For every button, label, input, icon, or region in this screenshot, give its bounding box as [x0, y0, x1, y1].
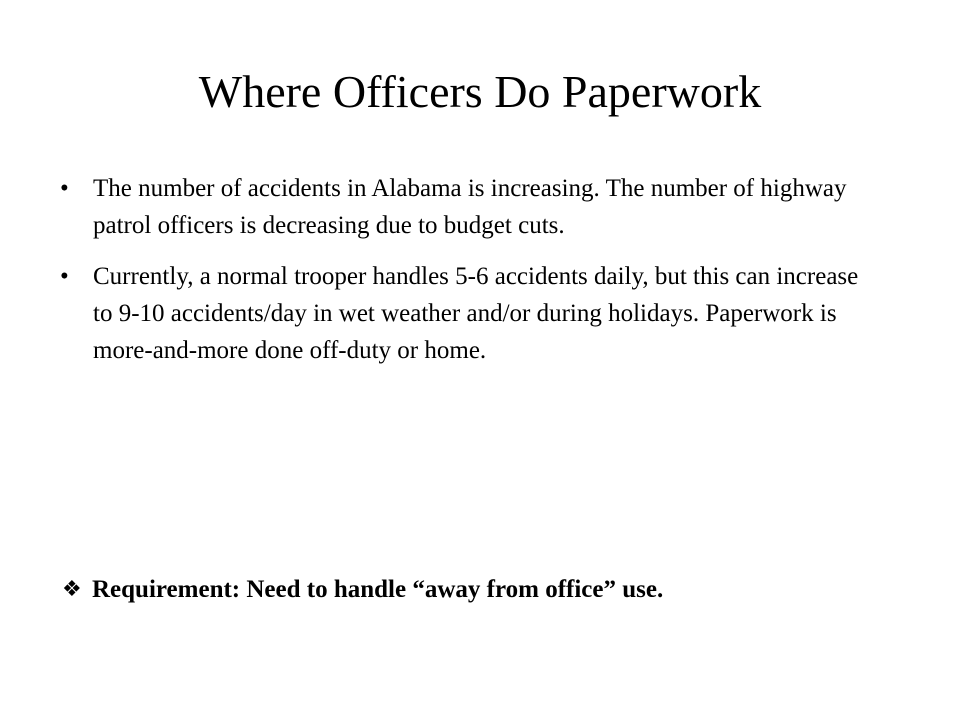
bullet-icon: • [60, 175, 69, 202]
bullet-icon: • [60, 263, 69, 290]
requirement-text: Requirement: Need to handle “away from office” use. [92, 576, 664, 603]
diamond-bullet-icon: ❖ [62, 576, 82, 601]
bullet-text: Currently, a normal trooper handles 5-6 accidents daily, but this can increase to 9-10 accidents/day in wet weather and/or during holidays. Paperwork is more-and-more done off-duty or home. [93, 263, 859, 364]
requirement-line [62, 570, 902, 608]
bullet-item [60, 258, 880, 369]
slide-title: Where Officers Do Paperwork [198, 66, 762, 117]
bullet-item [60, 170, 880, 244]
bullet-text: The number of accidents in Alabama is increasing. The number of highway patrol officers is decreasing due to budget cuts. [93, 175, 847, 239]
bullet-list [60, 170, 880, 383]
